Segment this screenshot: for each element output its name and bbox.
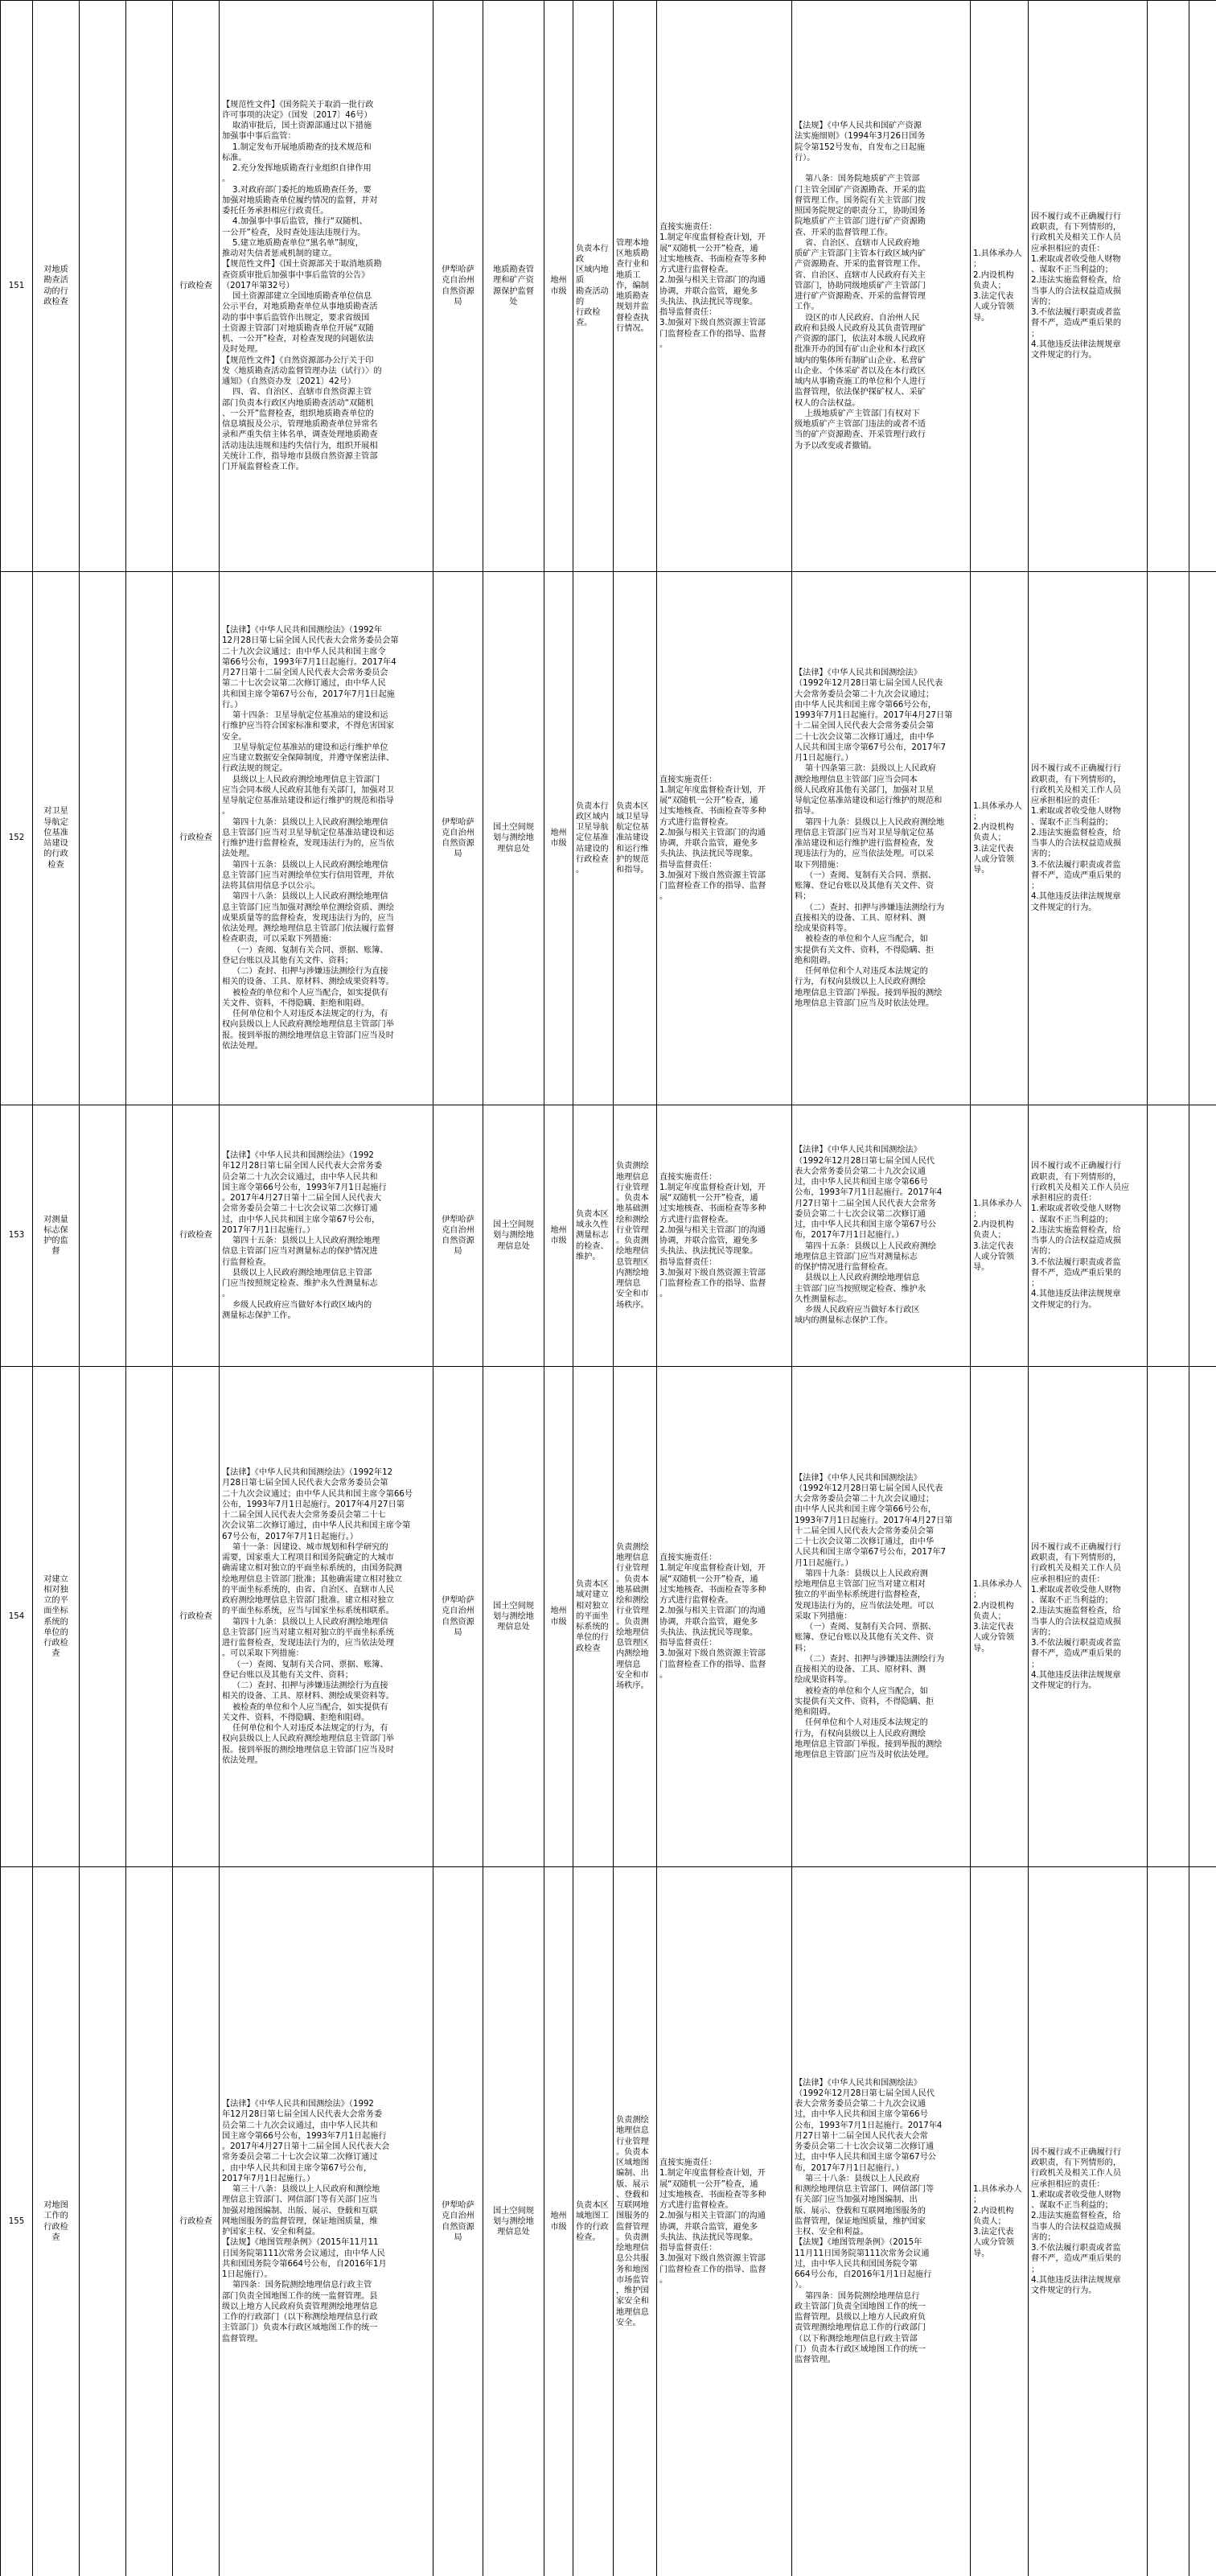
department: 伊犁哈萨 克自治州 自然资源 局 [433, 1, 483, 572]
duty: 直接实施责任： 1.制定年度监督检查计划，开 展“双随机一公开”检查，通 过实地核查、书面检查等多种 方式进行监督检查。 2.加强与相关主管部门的沟通 协调，并联合监管，避免多 头执法、执法扰民等现象。 指导监督责任： 3.加强对下级自然资源主管部 门监督检查工作的指导、监督 。 [657, 572, 792, 1105]
office: 地质勘查管 理和矿产资 源保护监督 处 [483, 1, 544, 572]
accountability: 因不履行或不正确履行行 政职责，有下列情形的， 行政机关及相关工作人员应 承担相应的责任： 1.索取或者收受他人财物 、谋取不正当利益的； 2.违法实施监督检查，给 当事人的合法权益造成损 害的； 3.不依法履行职责或者监 督不严，造成严重后果的 ； 4.其他违反法律法规规章 文件规定的行为。 [1029, 1105, 1148, 1367]
level: 地州 市级 [544, 1867, 573, 2576]
scope: 负责本行政 区域内地质 勘查活动的 行政检查。 [573, 1, 614, 572]
level: 地州 市级 [544, 1105, 573, 1367]
empty-cell [80, 1867, 126, 2576]
empty-cell [1148, 572, 1189, 1105]
empty-cell [126, 1, 173, 572]
duty-bearers: 1.具体承办人 ； 2.内设机构 负责人； 3.法定代表 人或分管领 导。 [971, 1, 1029, 572]
item-name: 对地图 工作的 行政检 查 [33, 1867, 80, 2576]
empty-cell [1148, 1867, 1189, 2576]
table-row [1, 1, 1216, 572]
empty-cell [126, 1867, 173, 2576]
item-type: 行政检查 [173, 572, 220, 1105]
empty-cell [1148, 1105, 1189, 1367]
legal-basis: 【法律】《中华人民共和国测绘法》（1992年 12月28日第七届全国人民代表大会常务委员会第 二十九次会议通过；由中华人民共和国主席令 第66号公布，1993年7月1日起施行。2017年4 月27日第十二届全国人民代表大会常务委员会 第二十七次会议第二次修订通过，由中华人民 共和国主席令第67号公布，2017年7月1日起施 行。） 第十四条：卫星导航定位基准站的建设和运 行维护应当符合国家标准和要求，不得危害国家 安全。 卫星导航定位基准站的建设和运行维护单位 应当建立数据安全保障制度，并遵守保密法律、 行政法规的规定。 县级以上人民政府测绘地理信息主管部门 应当会同本级人民政府其他有关部门，加强对卫 星导航定位基准站建设和运行维护的规范和指导 。 第四十九条：县级以上人民政府测绘地理信 息主管部门应当对卫星导航定位基准站建设和运 行维护进行监督检查，发现违法行为的，应当依 法处理。 第四十五条：县级以上人民政府测绘地理信 息主管部门应当对测绘单位实行信用管理，并依 法将其信用信息予以公示。 第四十八条：县级以上人民政府测绘地理信 息主管部门应当加强对测绘单位测绘资质、测绘 成果质量等的监督检查，发现违法行为的，应当 依法处理。测绘地理信息主管部门依法履行监督 检查职责，可以采取下列措施： （一）查阅、复制有关合同、票据、账簿、 登记台账以及其他有关文件、资料； （二）查封、扣押与涉嫌违法测绘行为直接 相关的设备、工具、原材料、测绘成果资料等。 被检查的单位和个人应当配合，如实提供有 关文件、资料，不得隐瞒、拒绝和阻碍。 任何单位和个人对违反本法规定的行为，有 权向县级以上人民政府测绘地理信息主管部门举 报。接到举报的测绘地理信息主管部门应当及时 依法处理。 [220, 572, 433, 1105]
empty-cell [1148, 1, 1189, 572]
law-basis: 【法律】《中华人民共和国测绘法》 （1992年12月28日第七届全国人民代表 大会常务委员会第二十九次会议通过； 由中华人民共和国主席令第66号公布， 1993年7月1日起施行。2017年4月27日第 十二届全国人民代表大会常务委员会第 二十七次会议第二次修订通过，由中华 人民共和国主席令第67号公布，2017年7 月1日起施行。） 第四十九条：县级以上人民政府测 绘地理信息主管部门应当对建立相对 独立的平面坐标系统进行监督检查， 发现违法行为的，应当依法处理。可以 采取下列措施： （一）查阅、复制有关合同、票据、 账簿、登记台账以及其他有关文件、资 料； （二）查封、扣押与涉嫌违法测绘行为 直接相关的设备、工具、原材料、测 绘成果资料等。 被检查的单位和个人应当配合，如 实提供有关文件、资料，不得隐瞒、拒 绝和阻碍。 任何单位和个人对违反本法规定的 行为，有权向县级以上人民政府测绘 地理信息主管部门举报。接到举报的测绘 地理信息主管部门应当及时依法处理。 [792, 1367, 971, 1867]
item-name: 对卫星 导航定 位基准 站建设 的行政 检查 [33, 572, 80, 1105]
duty-bearers: 1.具体承办人 ； 2.内设机构 负责人； 3.法定代表 人或分管领 导。 [971, 572, 1029, 1105]
level: 地州 市级 [544, 1, 573, 572]
office: 国土空间规 划与测绘地 理信息处 [483, 1867, 544, 2576]
duty: 直接实施责任： 1.制定年度监督检查计划，开 展“双随机一公开”检查，通 过实地核查、书面检查等多种 方式进行监督检查。 2.加强与相关主管部门的沟通 协调，并联合监管，避免多 头执法、执法扰民等现象。 指导监督责任： 3.加强对下级自然资源主管部 门监督检查工作的指导、监督 。 [657, 1, 792, 572]
office: 国土空间规 划与测绘地 理信息处 [483, 1105, 544, 1367]
item-name: 对地质 勘查活 动的行 政检查 [33, 1, 80, 572]
row-number: 152 [1, 572, 33, 1105]
accountability: 因不履行或不正确履行行 政职责，有下列情形的， 行政机关及相关工作人员 应承担相应的责任： 1.索取或者收受他人财物 、谋取不正当利益的； 2.违法实施监督检查，给 当事人的合法权益造成损 害的； 3.不依法履行职责或者监 督不严，造成严重后果的 ； 4.其他违反法律法规规章 文件规定的行为。 [1029, 1367, 1148, 1867]
duty-bearers: 1.具体承办人 ； 2.内设机构 负责人； 3.法定代表 人或分管领 导。 [971, 1105, 1029, 1367]
row-number: 151 [1, 1, 33, 572]
scope: 负责本区 域永久性 测量标志 的检查、 维护。 [573, 1105, 614, 1367]
content: 负责测绘 地理信息 行业管理 。负责本 区域地图 编制、出 版、展示 、登载和 互联网地 图服务的 监督管理 。负责测 绘地理信 息公共服 务和地图 市场监管 ，维护国 家安全和 地理信息 安全。 [614, 1867, 657, 2576]
law-basis: 【法律】《中华人民共和国测绘法》 （1992年12月28日第七届全国人民代表 大会常务委员会第二十九次会议通过； 由中华人民共和国主席令第66号公布， 1993年7月1日起施行。2017年4月27日第 十二届全国人民代表大会常务委员会第 二十七次会议第二次修订通过，由中华 人民共和国主席令第67号公布，2017年7 月1日起施行。） 第十四条第三款：县级以上人民政府 测绘地理信息主管部门应当会同本 级人民政府其他有关部门，加强对卫星 导航定位基准站建设和运行维护的规范和 指导。 第四十九条：县级以上人民政府测绘地 理信息主管部门应当对卫星导航定位基 准站建设和运行维护进行监督检查，发 现违法行为的，应当依法处理。可以采 取下列措施： （一）查阅、复制有关合同、票据、 账簿、登记台账以及其他有关文件、资 料； （二）查封、扣押与涉嫌违法测绘行为 直接相关的设备、工具、原材料、测 绘成果资料等。 被检查的单位和个人应当配合，如 实提供有关文件、资料，不得隐瞒、拒 绝和阻碍。 任何单位和个人对违反本法规定的 行为，有权向县级以上人民政府测绘 地理信息主管部门举报。接到举报的测绘 地理信息主管部门应当及时依法处理。 [792, 572, 971, 1105]
legal-basis: 【法律】《中华人民共和国测绘法》（1992 年12月28日第七届全国人民代表大会常务委 员会第二十九次会议通过，由中华人民共和 国主席令第66号公布，1993年7月1日起施行 。2017年4月27日第十二届全国人民代表大 会常务委员会第二十七次会议第二次修订通 过，由中华人民共和国主席令第67号公布， 2017年7月1日起施行。） 第四十五条：县级以上人民政府测绘地理 信息主管部门应当对测量标志的保护情况进 行监督检查。 县级以上人民政府测绘地理信息主管部 门应当按照规定检查、维护永久性测量标志 。 乡级人民政府应当做好本行政区域内的 测量标志保护工作。 [220, 1105, 433, 1367]
empty-cell [126, 572, 173, 1105]
duty-bearers: 1.具体承办人 ； 2.内设机构 负责人； 3.法定代表 人或分管领 导。 [971, 1867, 1029, 2576]
duty: 直接实施责任： 1.制定年度监督检查计划，开 展“双随机一公开”检查，通 过实地核查、书面检查等多种 方式进行监督检查。 2.加强与相关主管部门的沟通 协调，并联合监管，避免多 头执法、执法扰民等现象。 指导监督责任： 3.加强对下级自然资源主管部 门监督检查工作的指导、监督 。 [657, 1867, 792, 2576]
law-basis: 【法律】《中华人民共和国测绘法》 （1992年12月28日第七届全国人民代 表大会常务委员会第二十九次会议通 过，由中华人民共和国主席令第66号 公布，1993年7月1日起施行。2017年4 月27日第十二届全国人民代表大会常 务委员会第二十七次会议第二次修订通 过，由中华人民共和国主席令第67号公 布，2017年7月1日起施行。） 第三十八条：县级以上人民政府 和测绘地理信息主管部门、网信部门等 有关部门应当加强对地图编制、出 版、展示、登载和互联网地图服务的 监督管理，保证地图质量，维护国家 主权、安全和利益。 【法规】《地图管理条例》（2015年 11月11日国务院第111次常务会议通 过，由中华人民共和国国务院令第 664号公布，自2016年1月1日起施行 ）。 第四条：国务院测绘地理信息行 政主管部门负责全国地图工作的统一 监督管理。县级以上地方人民政府负 责管理测绘地理信息工作的行政部门 （以下称测绘地理信息行政主管部 门）负责本行政区域地图工作的统一 监督管理。 [792, 1867, 971, 2576]
table-row [1, 572, 1216, 1105]
item-type: 行政检查 [173, 1367, 220, 1867]
duty: 直接实施责任： 1.制定年度监督检查计划，开 展“双随机一公开”检查，通 过实地核查、书面检查等多种 方式进行监督检查。 2.加强与相关主管部门的沟通 协调，并联合监管，避免多 头执法、执法扰民等现象。 指导监督责任： 3.加强对下级自然资源主管部 门监督检查工作的指导、监督 。 [657, 1367, 792, 1867]
content: 负责测绘 地理信息 行业管理 。负责本 地基础测 绘和测绘 行业管理 。负责测 绘地理信 息管理区 内测绘地 理信息 安全和市 场秩序。 [614, 1367, 657, 1867]
empty-cell [80, 1367, 126, 1867]
item-type: 行政检查 [173, 1105, 220, 1367]
empty-cell [1189, 572, 1216, 1105]
accountability: 因不履行或不正确履行行 政职责，有下列情形的， 行政机关及相关工作人员 应承担相应的责任： 1.索取或者收受他人财物 、谋取不正当利益的； 2.违法实施监督检查，给 当事人的合法权益造成损 害的； 3.不依法履行职责或者监 督不严，造成严重后果的 ； 4.其他违反法律法规规章 文件规定的行为。 [1029, 1, 1148, 572]
row-number: 153 [1, 1105, 33, 1367]
law-basis: 【法律】《中华人民共和国测绘法》 （1992年12月28日第七届全国人民代 表大会常务委员会第二十九次会议通 过，由中华人民共和国主席令第66号 公布，1993年7月1日起施行。2017年4 月27日第十二届全国人民代表大会常务 委员会第二十七次会议第二次修订通 过，由中华人民共和国主席令第67号公 布，2017年7月1日起施行。） 第四十五条：县级以上人民政府测绘 地理信息主管部门应当对测量标志 的保护情况进行监督检查。 县级以上人民政府测绘地理信息 主管部门应当按照规定检查、维护永 久性测量标志。 乡级人民政府应当做好本行政区 域内的测量标志保护工作。 [792, 1105, 971, 1367]
duty-bearers: 1.具体承办人 ； 2.内设机构 负责人； 3.法定代表 人或分管领 导。 [971, 1367, 1029, 1867]
row-number: 154 [1, 1367, 33, 1867]
department: 伊犁哈萨 克自治州 自然资源 局 [433, 1105, 483, 1367]
item-name: 对建立 相对独 立的平 面坐标 系统的 单位的 行政检 查 [33, 1367, 80, 1867]
scope: 负责本区 域对建立 相对独立 的平面坐 标系统的 单位的行 政检查 [573, 1367, 614, 1867]
empty-cell [1148, 1367, 1189, 1867]
legal-basis: 【法律】《中华人民共和国测绘法》（1992 年12月28日第七届全国人民代表大会常务委 员会第二十九次会议通过，由中华人民共和 国主席令第66号公布，1993年7月1日起施行 。2017年4月27日第十二届全国人民代表大会 常务委员会第二十七次会议第二次修订通过 ，由中华人民共和国主席令第67号公布， 2017年7月1日起施行。） 第三十八条：县级以上人民政府和测绘地 理信息主管部门、网信部门等有关部门应当 加强对地图编制、出版、展示、登载和互联 网地图服务的监督管理，保证地图质量，维 护国家主权、安全和利益。 【法规】《地图管理条例》（2015年11月11 日国务院第111次常务会议通过，由中华人民 共和国国务院令第664号公布，自2016年1月 1日起施行）。 第四条：国务院测绘地理信息行政主管 部门负责全国地图工作的统一监督管理。县 级以上地方人民政府负责管理测绘地理信息 工作的行政部门（以下称测绘地理信息行政 主管部门）负责本行政区域地图工作的统一 监督管理。 [220, 1867, 433, 2576]
level: 地州 市级 [544, 1367, 573, 1867]
legal-basis: 【法律】《中华人民共和国测绘法》（1992年12 月28日第七届全国人民代表大会常务委员会第 二十九次会议通过；由中华人民共和国主席令第66号 公布，1993年7月1日起施行。2017年4月27日第 十二届全国人民代表大会常务委员会第二十七 次会议第二次修订通过，由中华人民共和国主席令第 67号公布，2017年7月1日起施行。） 第十一条：因建设、城市规划和科学研究的 需要，国家重大工程项目和国务院确定的大城市 确需建立相对独立的平面坐标系统的，由国务院测 绘地理信息主管部门批准；其他确需建立相对独立 的平面坐标系统的，由省、自治区、直辖市人民 政府测绘地理信息主管部门批准。建立相对独立 的平面坐标系统，应当与国家坐标系统相联系。 第四十九条：县级以上人民政府测绘地理信 息主管部门应当对建立相对独立的平面坐标系统 进行监督检查，发现违法行为的，应当依法处理 。可以采取下列措施： （一）查阅、复制有关合同、票据、账簿、 登记台账以及其他有关文件、资料； （二）查封、扣押与涉嫌违法测绘行为直接 相关的设备、工具、原材料、测绘成果资料等。 被检查的单位和个人应当配合，如实提供有 关文件、资料，不得隐瞒、拒绝和阻碍。 任何单位和个人对违反本法规定的行为，有 权向县级以上人民政府测绘地理信息主管部门举 报。接到举报的测绘地理信息主管部门应当及时 依法处理。 [220, 1367, 433, 1867]
empty-cell [1189, 1867, 1216, 2576]
empty-cell [1189, 1367, 1216, 1867]
item-type: 行政检查 [173, 1, 220, 572]
accountability: 因不履行或不正确履行行 政职责，有下列情形的， 行政机关及相关工作人员 应承担相应的责任： 1.索取或者收受他人财物 、谋取不正当利益的； 2.违法实施监督检查，给 当事人的合法权益造成损 害的； 3.不依法履行职责或者监 督不严，造成严重后果的 ； 4.其他违反法律法规规章 文件规定的行为。 [1029, 572, 1148, 1105]
office: 国土空间规 划与测绘地 理信息处 [483, 1367, 544, 1867]
table-row [1, 1867, 1216, 2576]
table-row [1, 1105, 1216, 1367]
row-number: 155 [1, 1867, 33, 2576]
item-type: 行政检查 [173, 1867, 220, 2576]
empty-cell [126, 1367, 173, 1867]
law-basis: 【法规】《中华人民共和国矿产资源 法实施细则》（1994年3月26日国务 院令第152号发布，自发布之日起施 行）。 第八条：国务院地质矿产主管部 门主管全国矿产资源勘查、开采的监 督管理工作。国务院有关主管部门按 照国务院规定的职责分工，协助国务 院地质矿产主管部门进行矿产资源勘 查、开采的监督管理工作。 省、自治区、直辖市人民政府地 质矿产主管部门主管本行政区域内矿 产资源勘查、开采的监督管理工作。 省、自治区、直辖市人民政府有关主 管部门，协助同级地质矿产主管部门 进行矿产资源勘查、开采的监督管理 工作。 设区的市人民政府、自治州人民 政府和县级人民政府及其负责管理矿 产资源的部门，依法对本级人民政府 批准开办的国有矿山企业和本行政区 域内的集体所有制矿山企业、私营矿 山企业、个体采矿者以及在本行政区 域内从事勘查施工的单位和个人进行 监督管理，依法保护探矿权人、采矿 权人的合法权益。 上级地质矿产主管部门有权对下 级地质矿产主管部门违法的或者不适 当的矿产资源勘查、开采管理行政行 为予以改变或者撤销。 [792, 1, 971, 572]
item-name: 对测量 标志保 护的监 督 [33, 1105, 80, 1367]
accountability: 因不履行或不正确履行行 政职责，有下列情形的， 行政机关及相关工作人员 应承担相应的责任： 1.索取或者收受他人财物 、谋取不正当利益的； 2.违法实施监督检查，给 当事人的合法权益造成损 害的； 3.不依法履行职责或者监 督不严，造成严重后果的 ； 4.其他违反法律法规规章 文件规定的行为。 [1029, 1867, 1148, 2576]
empty-cell [1189, 1, 1216, 572]
content: 负责本区 域卫星导 航定位基 准站建设 和运行维 护的规范 和指导。 [614, 572, 657, 1105]
empty-cell [1189, 1105, 1216, 1367]
duty: 直接实施责任： 1.制定年度监督检查计划，开 展“双随机一公开”检查，通 过实地核查、书面检查等多种 方式进行监督检查。 2.加强与相关主管部门的沟通 协调，并联合监管，避免多 头执法、执法扰民等现象。 指导监督责任： 3.加强对下级自然资源主管部 门监督检查工作的指导、监督 。 [657, 1105, 792, 1367]
legal-basis: 【规范性文件】《国务院关于取消一批行政 许可事项的决定》（国发〔2017〕46号） 取消审批后，国土资源部通过以下措施 加强事中事后监管： 1.制定发布开展地质勘查的技术规范和 标准。 2.充分发挥地质勘查行业组织自律作用 。 3.对政府部门委托的地质勘查任务，要 加强对地质勘查单位履约情况的监督，并对 委托任务承担相应行政责任。 4.加强事中事后监管，推行“双随机、 一公开”检查，及时查处违法违规行为。 5.建立地质勘查单位“黑名单”制度， 推动对失信者惩戒机制的建立。 【规范性文件】《国土资源部关于取消地质勘 查资质审批后加强事中事后监管的公告》 （2017年第32号） 国土资源部建立全国地质勘查单位信息 公示平台，对地质勘查单位从事地质勘查活 动的事中事后监管作出规定，要求省级国 土资源主管部门对地质勘查单位开展“双随 机、一公开”检查，对检查发现的问题依法 及时处理。 【规范性文件】《自然资源部办公厅关于印 发〈地质勘查活动监督管理办法（试行）〉的 通知》（自然资办发〔2021〕42号） 四、省、自治区、直辖市自然资源主管 部门负责本行政区内地质勘查活动“双随机 、一公开”监督检查，组织地质勘查单位的 信息填报及公示，管理地质勘查单位异常名 录和严重失信主体名单，调查处理地质勘查 活动违法违规和违约失信行为，组织开展相 关统计工作，指导地市县级自然资源主管部 门开展监督检查工作。 [220, 1, 433, 572]
empty-cell [80, 572, 126, 1105]
empty-cell [126, 1105, 173, 1367]
level: 地州 市级 [544, 572, 573, 1105]
scope: 负责本区 域地图工 作的行政 检查。 [573, 1867, 614, 2576]
empty-cell [80, 1, 126, 572]
office: 国土空间规 划与测绘地 理信息处 [483, 572, 544, 1105]
content: 管理本地 区地质勘 查行业和 地质工 作，编制 地质勘查 规划并监 督检查执 行情况。 [614, 1, 657, 572]
scope: 负责本行 政区域内 卫星导航 定位基准 站建设的 行政检查 。 [573, 572, 614, 1105]
department: 伊犁哈萨 克自治州 自然资源 局 [433, 1367, 483, 1867]
department: 伊犁哈萨 克自治州 自然资源 局 [433, 572, 483, 1105]
content: 负责测绘 地理信息 行业管理 。负责本 地基础测 绘和测绘 行业管理 。负责测 绘地理信 息管理区 内测绘地 理信息 安全和市 场秩序。 [614, 1105, 657, 1367]
empty-cell [80, 1105, 126, 1367]
table-row [1, 1367, 1216, 1867]
department: 伊犁哈萨 克自治州 自然资源 局 [433, 1867, 483, 2576]
